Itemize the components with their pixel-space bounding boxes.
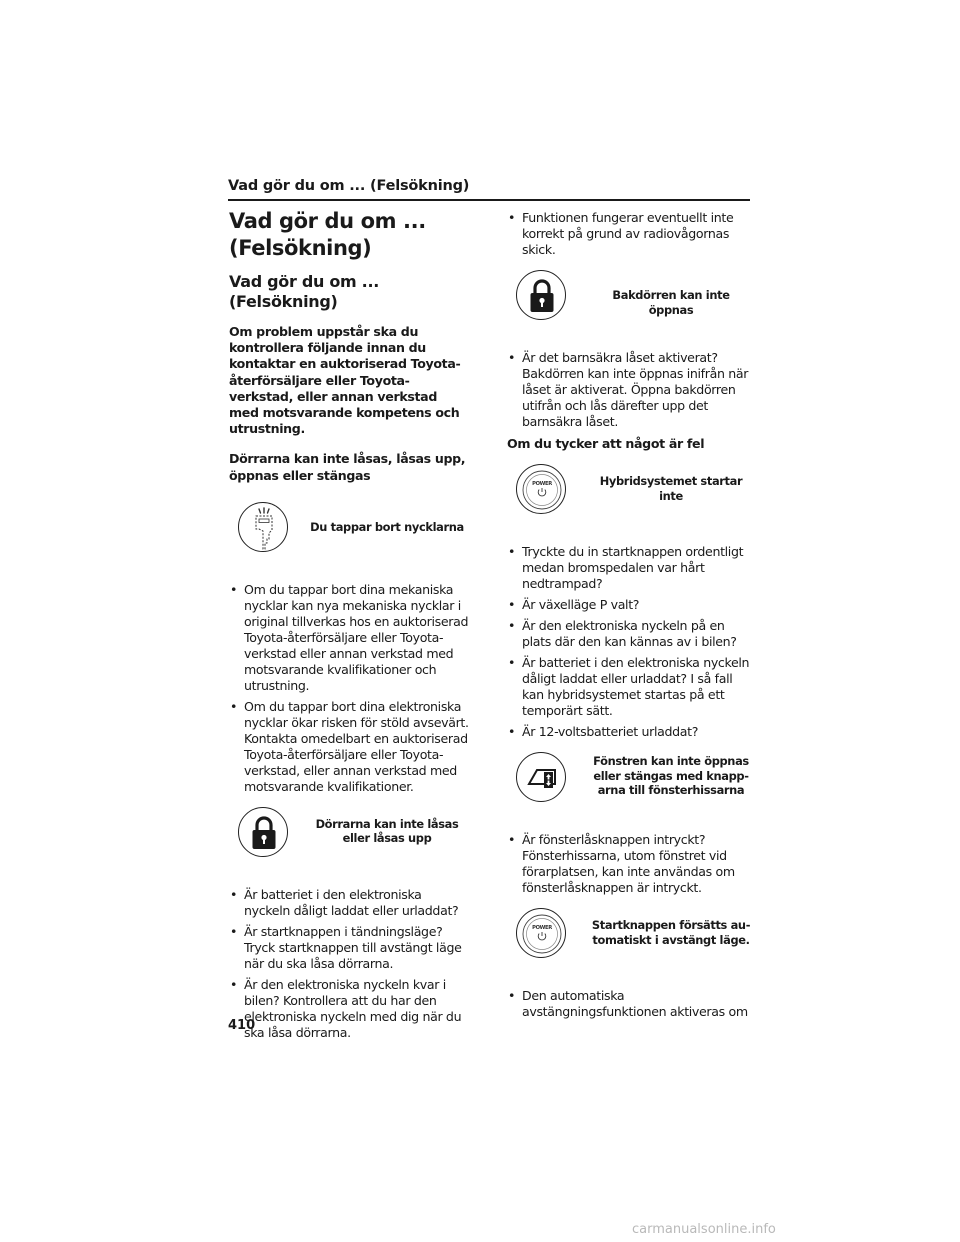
left-column: [229, 208, 469, 1046]
intro-paragraph: Om problem uppstår ska du kontrollera följande innan du kontaktar en auktoriserad Toyota-återförsäljare eller Toyota-verkstad, eller annan verkstad med motsvarande kompetens och utrustning.: [229, 324, 461, 437]
page-number: 410: [228, 1018, 256, 1033]
symptom-caption: Startknappen försätts au-tomatiskt i avstängt läge.: [591, 918, 751, 947]
symptom-caption: Fönstren kan inte öppnas eller stängas med knapp-arna till fönsterhissarna: [593, 754, 749, 798]
symptom-caption: Dörrarna kan inte låsas eller låsas upp: [315, 816, 459, 846]
running-header: Vad gör du om ... (Felsökning): [228, 178, 470, 194]
page-title-line-2: (Felsökning): [229, 236, 372, 260]
list-item: • Den automatiska avstängningsfunktionen aktiveras om: [507, 988, 751, 1020]
symptom-windows: [507, 752, 751, 818]
windows-list: [507, 832, 751, 896]
list-item: • Är startknappen i tändningsläge? Tryck startknappen till avstängt läge när du ska låsa dörrarna.: [229, 924, 469, 972]
list-item: • Är batteriet i den elektroniska nyckeln dåligt laddat eller urladdat? I så fall kan hybridsystemet startas på ett temporärt sätt.: [507, 655, 751, 719]
right-column: [507, 208, 751, 1025]
list-item: • Om du tappar bort dina mekaniska nycklar kan nya mekaniska nycklar i original tillverkas hos en auktoriserad Toyota-återförsäljare eller Toyota-verkstad eller annan verkstad med motsvarande kvalifikationer och utrustning.: [229, 582, 469, 694]
watermark: carmanualsonline.info: [632, 1222, 776, 1237]
list-item: • Om du tappar bort dina elektroniska nycklar ökar risken för stöld avsevärt. Kontakta omedelbart en auktoriserad Toyota-återförsäljare eller Toyota-verkstad, eller annan verkstad med motsvarande kvalifikationer.: [229, 699, 469, 795]
malfunction-heading: Om du tycker att något är fel: [507, 436, 705, 451]
lock-icon: [516, 270, 566, 320]
list-item: • Är fönsterlåsknappen intryckt? Fönsterhissarna, utom fönstret vid förarplatsen, kan inte användas om fönsterlåsknappen är intryckt.: [507, 832, 751, 896]
list-item: • Är växelläge P valt?: [507, 597, 751, 613]
symptom-lost-keys: [229, 502, 469, 568]
symptom-caption: Du tappar bort nycklarna: [310, 519, 464, 534]
radio-waves-list: [507, 210, 751, 258]
key-icon: [238, 502, 288, 552]
power-label: POWER: [532, 481, 552, 488]
list-item: • Är 12-voltsbatteriet urladdat?: [507, 724, 751, 740]
list-item: • Funktionen fungerar eventuellt inte korrekt på grund av radiovågornas skick.: [507, 210, 751, 258]
power-button-icon: [516, 908, 566, 958]
list-item: • Är det barnsäkra låset aktiverat? Bakdörren kan inte öppnas inifrån när låset är aktiverat. Öppna bakdörren utifrån och lås därefter upp det barnsäkra låset.: [507, 350, 751, 430]
symptom-backdoor: [507, 270, 751, 336]
window-switch-icon: [516, 752, 566, 802]
list-item: • Är den elektroniska nyckeln kvar i bilen? Kontrollera att du har den elektroniska nyckeln med dig när du ska låsa dörrarna.: [229, 977, 469, 1041]
list-item: • Är den elektroniska nyckeln på en plats där den kan kännas av i bilen?: [507, 618, 751, 650]
header-divider: [228, 199, 750, 201]
page-title: [229, 208, 469, 262]
symptom-hybrid-no-start: [507, 464, 751, 530]
hybrid-no-start-list: [507, 544, 751, 740]
symptom-auto-off: [507, 908, 751, 974]
lost-keys-list: [229, 582, 469, 795]
auto-off-list: [507, 988, 751, 1020]
page-title-line-1: Vad gör du om ...: [229, 209, 426, 233]
symptom-doors-lock: [229, 807, 469, 873]
symptom-caption: Bakdörren kan inte öppnas: [612, 288, 730, 317]
power-label: POWER: [532, 925, 552, 932]
power-button-icon: [516, 464, 566, 514]
doors-lock-list: [229, 887, 469, 1041]
backdoor-list: [507, 350, 751, 430]
symptom-caption: Hybridsystemet startar inte: [599, 474, 743, 503]
lock-icon: [238, 807, 288, 857]
doors-heading: Dörrarna kan inte låsas, låsas upp, öppnas eller stängas: [229, 451, 466, 483]
list-item: • Tryckte du in startknappen ordentligt medan bromspedalen var hårt nedtrampad?: [507, 544, 751, 592]
list-item: • Är batteriet i den elektroniska nyckeln dåligt laddat eller urladdat?: [229, 887, 469, 919]
section-title: Vad gör du om ... (Felsökning): [229, 272, 380, 311]
